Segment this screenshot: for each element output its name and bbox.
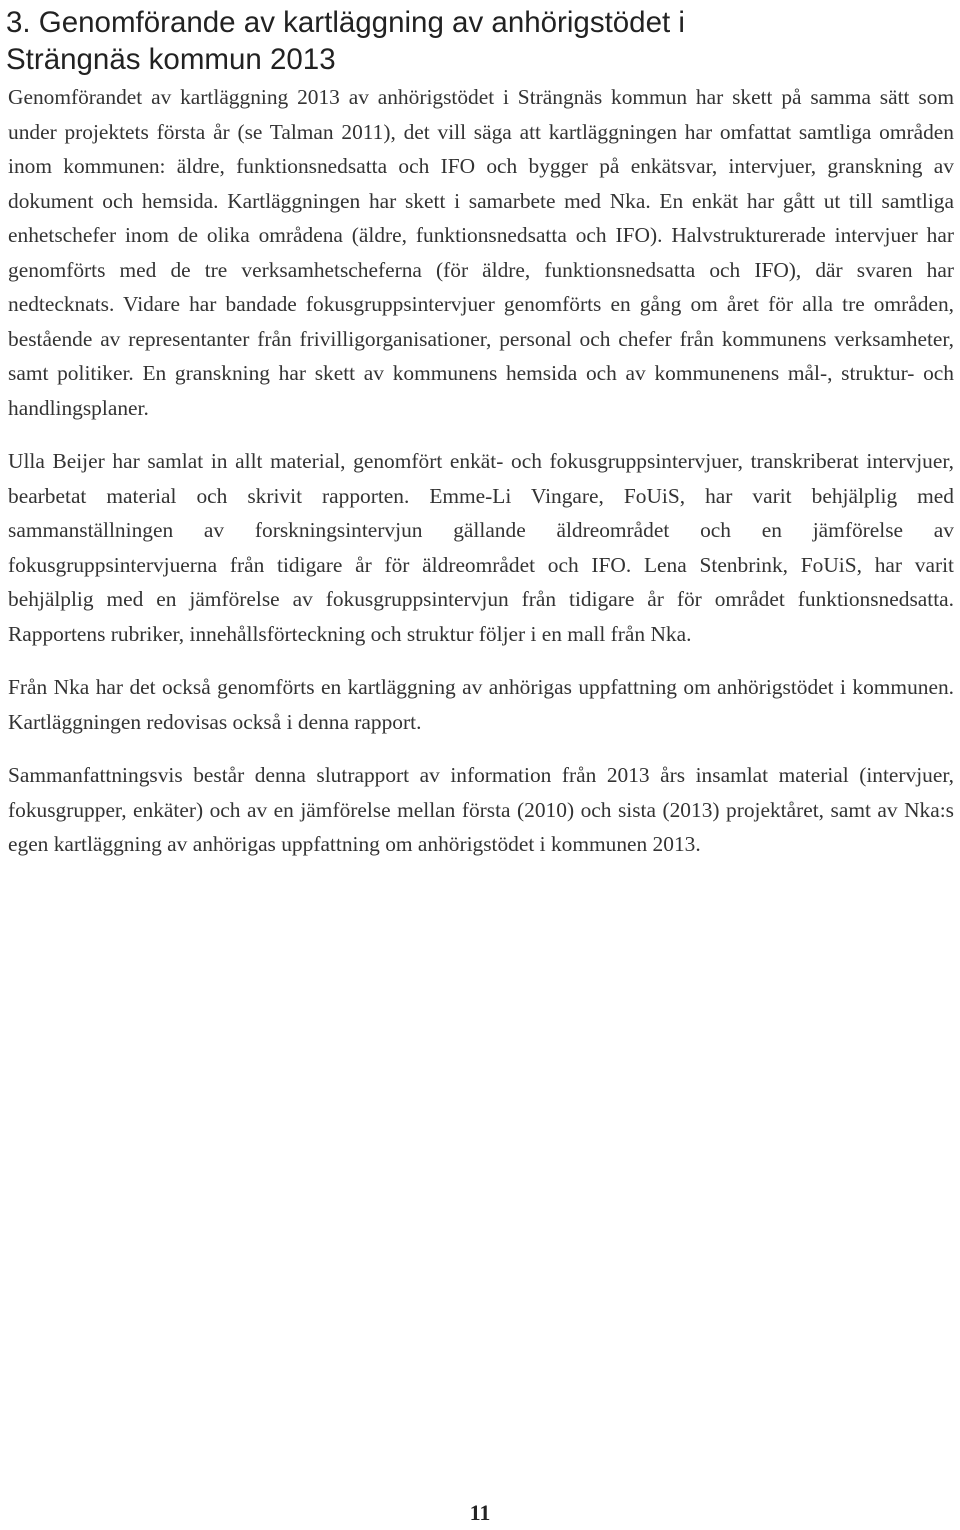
body-paragraph-contributors: Ulla Beijer har samlat in allt material, genomfört enkät- och fokusgruppsintervjuer, transkriberat intervjuer, bearbetat material och skrivit rapporten. Emme-Li Vingare, FoUiS, har varit behjälplig med sammanställningen av forskningsintervjun gällande äldreområdet och en jämförelse av fokusgruppsintervjuerna från tidigare år för äldreområdet och IFO. Lena Stenbrink, FoUiS, har varit behjälplig med en jämförelse av fokusgruppsintervjun från tidigare år för området funktionsnedsatta. Rapportens rubriker, innehållsförteckning och struktur följer i en mall från Nka.: [8, 449, 954, 646]
body-paragraph-method: Genomförandet av kartläggning 2013 av anhörigstödet i Strängnäs kommun har skett på samma sätt som under projektets första år (se Talman 2011), det vill säga att kartläggningen har omfattat samtliga områden inom kommunen: äldre, funktionsnedsatta och IFO och bygger på enkätsvar, intervjuer, granskning av dokument och hemsida. Kartläggningen har skett i samarbete med Nka. En enkät har gått ut till samtliga enhetschefer inom de olika områdena (äldre, funktionsnedsatta och IFO). Halvstrukturerade intervjuer har genomförts med de tre verksamhetscheferna (för äldre, funktionsnedsatta och IFO), där svaren har nedtecknats. Vidare har bandade fokusgruppsintervjuer genomförts en gång om året för alla tre områden, bestående av representanter från frivilligorganisationer, personal och chefer från kommunens verksamheter, samt politiker. En granskning har skett av kommunens hemsida och av kommunenens mål-, struktur- och handlingsplaner.: [8, 85, 954, 420]
document-page: [8, 0, 954, 862]
body-paragraph-nka-survey: Från Nka har det också genomförts en kartläggning av anhörigas uppfattning om anhörigstödet i kommunen. Kartläggningen redovisas också i denna rapport.: [8, 675, 954, 734]
section-heading-line-2: Strängnäs kommun 2013: [6, 43, 336, 76]
body-paragraph-summary: Sammanfattningsvis består denna slutrapport av information från 2013 års insamlat material (intervjuer, fokusgrupper, enkäter) och av en jämförelse mellan första (2010) och sista (2013) projektåret, samt av Nka:s egen kartläggning av anhörigas uppfattning om anhörigstödet i kommunen 2013.: [8, 763, 954, 856]
page-number: 11: [469, 1500, 491, 1525]
section-heading: [6, 4, 954, 78]
section-heading-line-1: 3. Genomförande av kartläggning av anhörigstödet i: [6, 6, 685, 39]
